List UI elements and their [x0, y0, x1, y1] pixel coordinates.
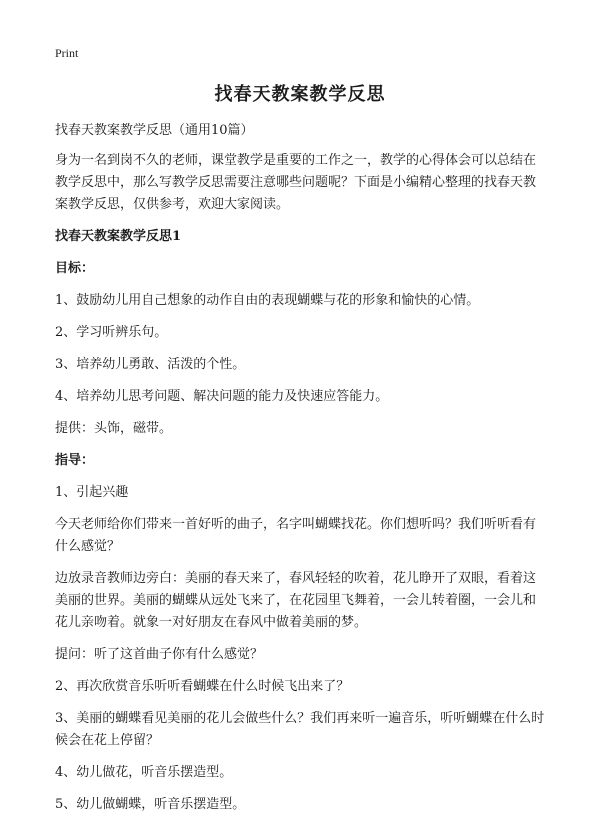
step-item: 5、幼儿做蝴蝶，听音乐摆造型。 — [55, 797, 246, 812]
step-paragraph: 今天老师给你们带来一首好听的曲子，名字叫蝴蝶找花。你们想听吗？我们听听看有什么感觉？ — [55, 517, 537, 554]
goal-item: 3、培养幼儿勇敢、活泼的个性。 — [55, 357, 246, 372]
guide-heading: 指导： — [55, 453, 95, 468]
goal-item: 2、学习听辨乐句。 — [55, 325, 168, 340]
step-item: 2、再次欣赏音乐听听看蝴蝶在什么时候飞出来了？ — [55, 679, 350, 694]
document-body — [55, 120, 547, 826]
goals-heading: 目标： — [55, 261, 95, 276]
section-heading: 找春天教案教学反思1 — [55, 229, 182, 244]
intro-paragraph: 身为一名到岗不久的老师，课堂教学是重要的工作之一，教学的心得体会可以总结在教学反思中，那么写教学反思需要注意哪些问题呢？下面是小编精心整理的找春天教案教学反思，仅供参考，欢迎大家阅读。 — [55, 153, 537, 212]
goal-item: 4、培养幼儿思考问题、解决问题的能力及快速应答能力。 — [55, 389, 389, 404]
step-paragraph: 提问：听了这首曲子你有什么感觉？ — [55, 647, 264, 662]
goal-item: 1、鼓励幼儿用自己想象的动作自由的表现蝴蝶与花的形象和愉快的心情。 — [55, 293, 480, 308]
step-paragraph: 边放录音教师边旁白：美丽的春天来了，春风轻轻的吹着，花儿睁开了双眼，看着这美丽的世界。美丽的蝴蝶从远处飞来了，在花园里飞舞着，一会儿转着圈，一会儿和花儿亲吻着。就象一对好朋友在春风中做着美丽的梦。 — [55, 571, 537, 630]
print-link[interactable]: Print — [55, 46, 79, 60]
materials-line: 提供：头饰，磁带。 — [55, 421, 173, 436]
step-item: 1、引起兴趣 — [55, 485, 129, 500]
document-title: 找春天教案教学反思 — [214, 84, 386, 105]
document-subtitle: 找春天教案教学反思（通用10篇） — [55, 123, 254, 138]
step-item: 4、幼儿做花，听音乐摆造型。 — [55, 765, 233, 780]
step-item: 3、美丽的蝴蝶看见美丽的花儿会做些什么？我们再来听一遍音乐，听听蝴蝶在什么时候会在花上停留？ — [55, 711, 545, 748]
